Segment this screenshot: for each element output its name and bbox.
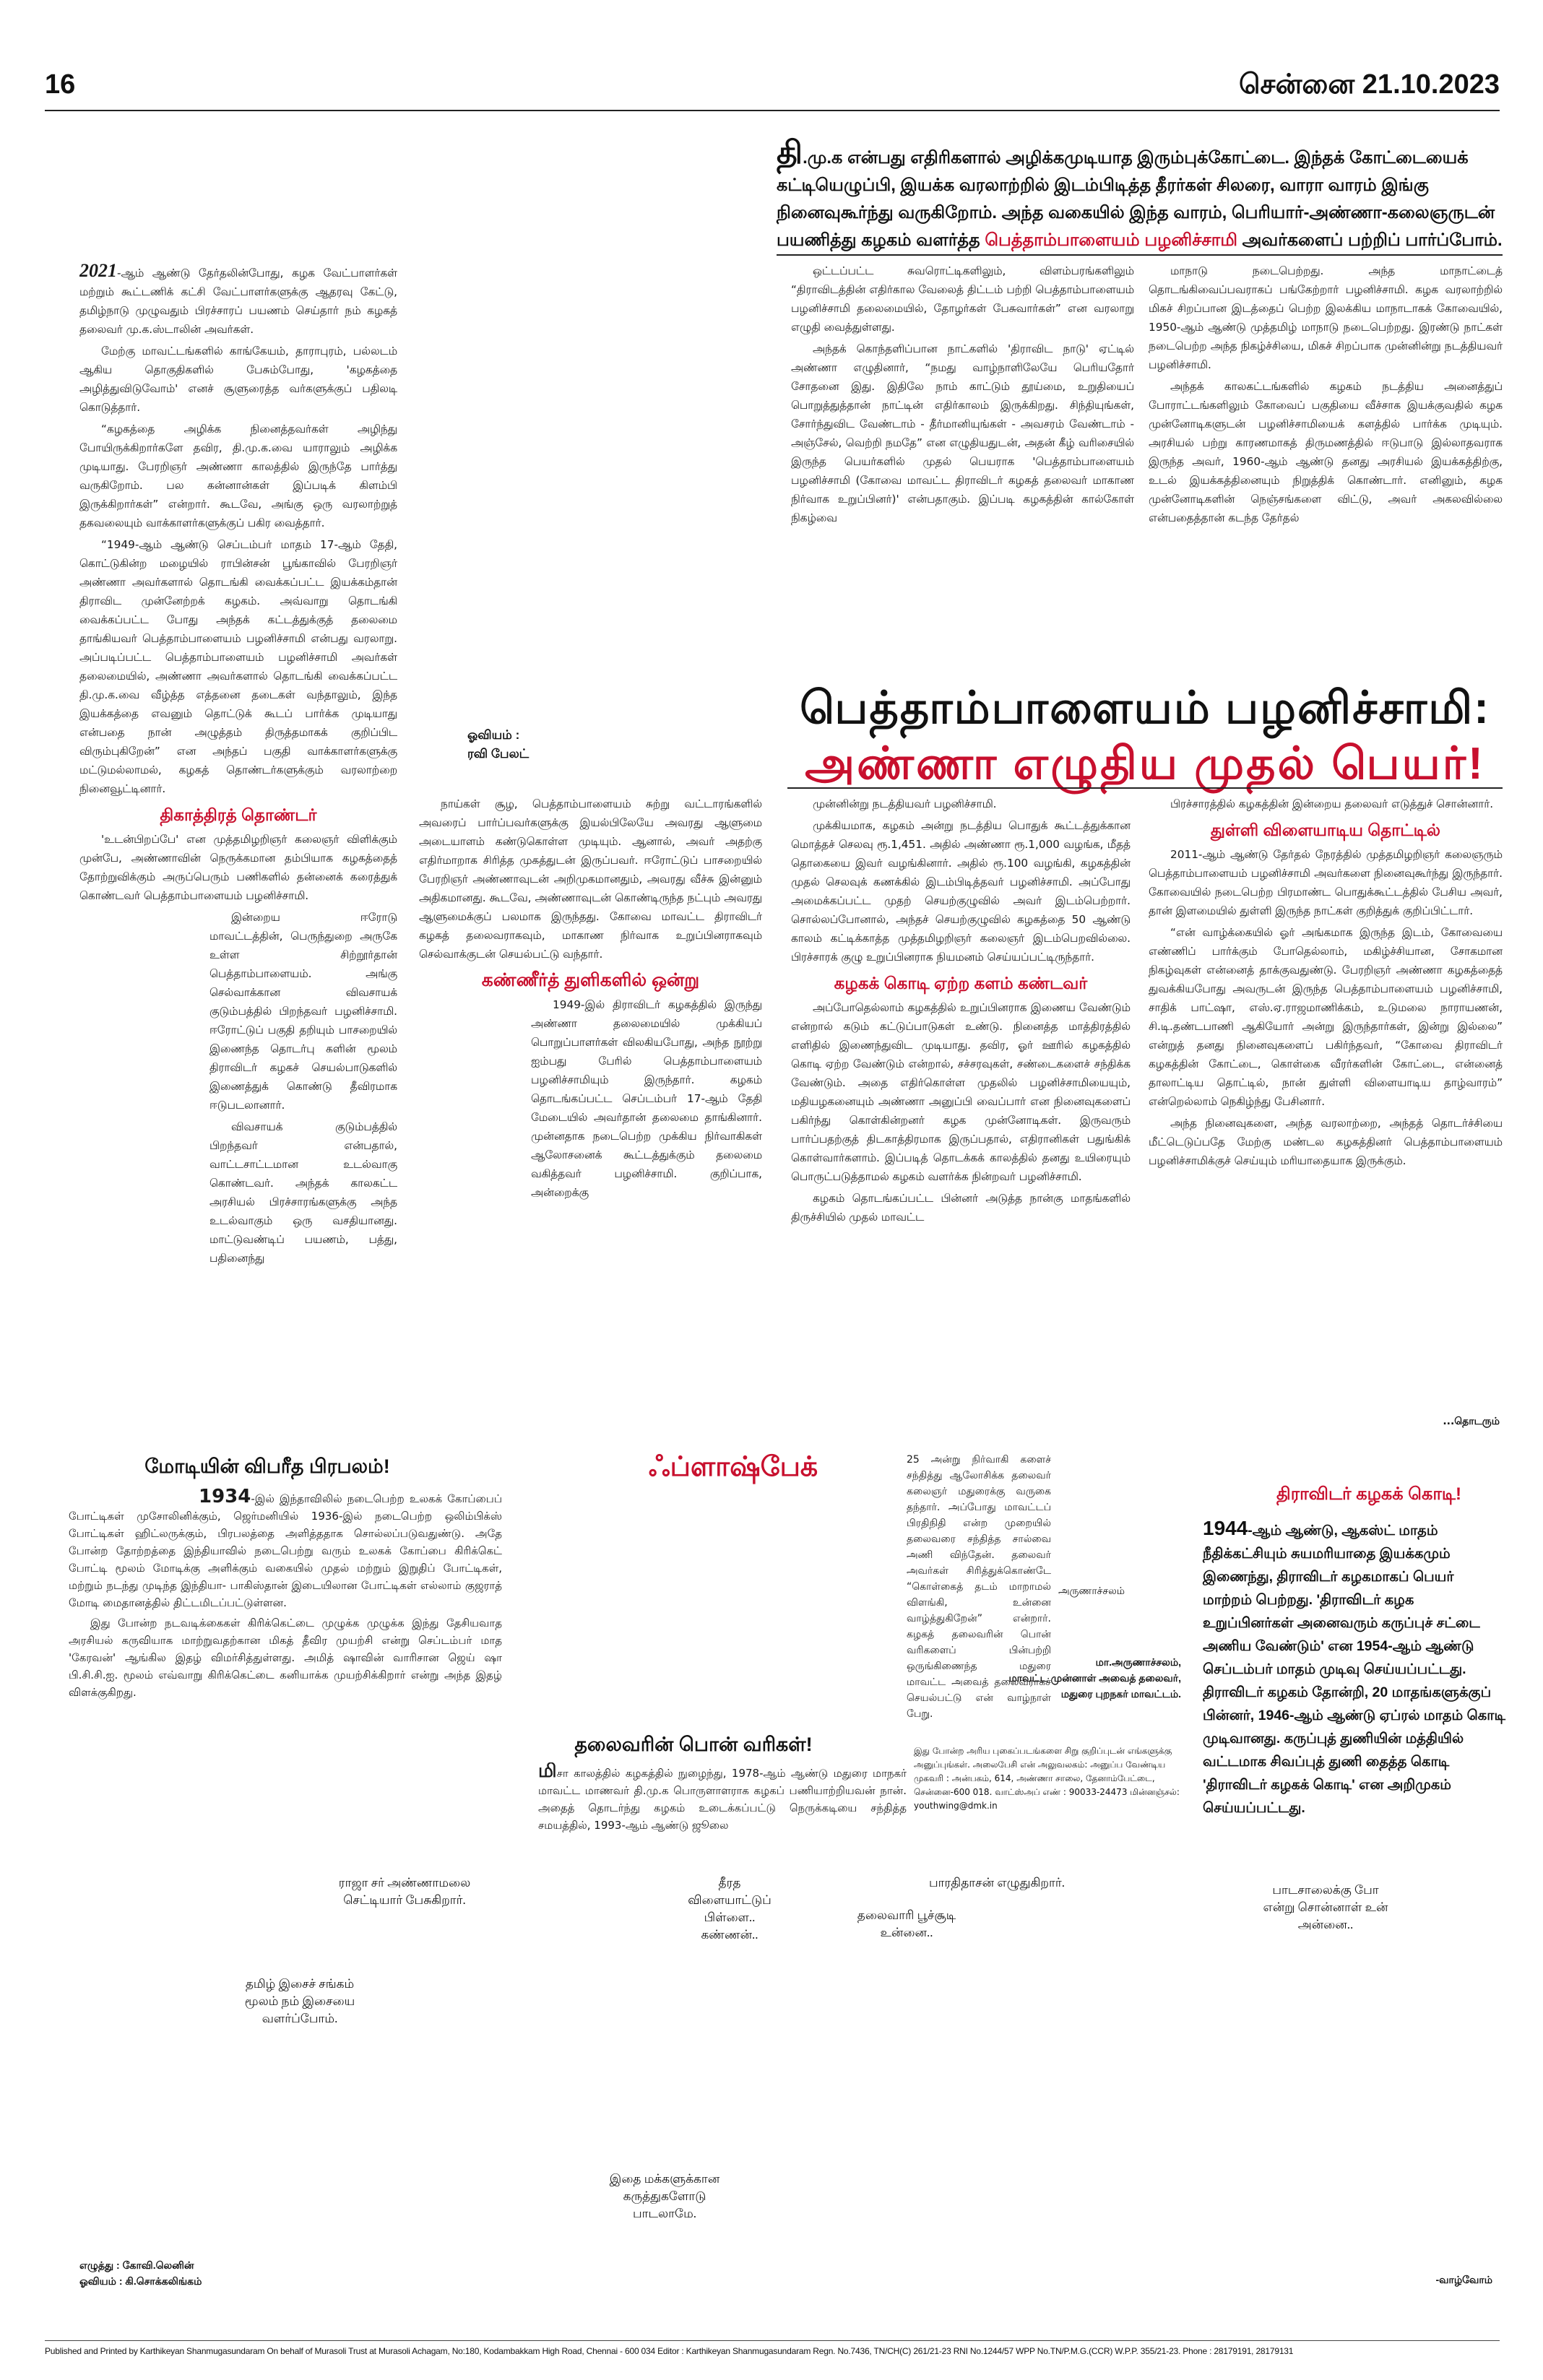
col1-p6: இன்றைய ஈரோடு மாவட்டத்தின், பெருந்துறை அருகே உள்ள சிற்றூர்தான் பெத்தாம்பாளையம். அங்கு செல்வாக்கான விவசாயக் குடும்பத்தில் பிறந்தவர் பழனிச்சாமி. ஈரோட்டுப் பகுதி தறியும் பாசறையில் இணைந்த தொடர்பு களின் மூலம் திராவிடர் கழகச் செயல்பாடுகளில் இணைத்துக் கொண்டு தீவிரமாக ஈடுபடலானார். bbox=[209, 911, 397, 1112]
panel-caption-4: பாரதிதாசன் எழுதுகிறார். bbox=[928, 1876, 1066, 1890]
col1-p5: 'உடன்பிறப்பே' என முத்தமிழறிஞர் கலைஞர் விளிக்கும் முன்பே, அண்ணாவின் நெருக்கமான தம்பியாக கழகத்தைத் தோற்றுவிக்கும் அருப்பெரும் பணிகளில் தன்னைக் கரைத்துக் கொண்டவர் பெத்தாம்பாளையம் பழனிச்சாமி. bbox=[79, 833, 397, 902]
col1-year: 2021 bbox=[79, 261, 117, 281]
panel-caption-5: தலைவாரி பூச்சூடி உன்னை.. bbox=[857, 1908, 956, 1939]
panel-caption-6: பாடசாலைக்கு போ என்று சொன்னாள் உன் அன்னை.. bbox=[1263, 1883, 1388, 1931]
panel-caption-1: ராஜா சர் அண்ணாமலை செட்டியார் பேசுகிறார். bbox=[338, 1876, 471, 1907]
col6-p2: 2011-ஆம் ஆண்டு தேர்தல் நேரத்தில் முத்தமிழறிஞர் கலைஞரும் பெத்தாம்பாளையம் பழனிச்சாமி அவர்களை நினைவுகூர்ந்து இருந்தார். கோவையில் நடைபெற்ற பிரமாண்ட பொதுக்கூட்டத்தில் பேசிய அவர், தான் இளமையில் துள்ளி இருந்த நாட்கள் குறித்துக் குறிப்பிட்டார். bbox=[1149, 848, 1503, 917]
col2-p2: 1949-இல் திராவிடர் கழகத்தில் இருந்து அண்ணா தலைமையில் முக்கியப் பொறுப்பாளர்கள் விலகியபோது, அந்த நூற்று ஐம்பது பேரில் பெத்தாம்பாளையம் பழனிச்சாமியும் இருந்தார். கழகம் தொடங்கப்பட்ட செப்டம்பர் 17-ஆம் தேதி மேடையில் அவர்தான் தலைமை தாங்கினார். முன்னதாக நடைபெற்ற முக்கிய நிர்வாகிகள் ஆலோசனைக் கூட்டத்துக்கும் தலைமை வகித்தவர் பழனிச்சாமி. குறிப்பாக, அன்றைக்கு bbox=[531, 998, 762, 1199]
col1-p7: விவசாயக் குடும்பத்தில் பிறந்தவர் என்பதால், வாட்டசாட்டமான உடல்வாகு கொண்டவர். அந்தக் காலகட்ட அரசியல் பிரச்சாரங்களுக்கு அந்த உடல்வாகும் ஒரு வசதியானது. மாட்டுவண்டிப் பயணம், பத்து, பதினைந்து bbox=[209, 1120, 397, 1265]
dk-title: திராவிடர் கழகக் கொடி! bbox=[1276, 1484, 1461, 1504]
intro-text-a: .மு.க என்பது எதிரிகளால் அழிக்கமுடியாத இரும்புக்கோட்டை. இந்தக் கோட்டையைக் கட்டியெழுப்பி, இயக்க வரலாற்றில் இடம்பிடித்த தீரர்கள் சிலரை, வாரா வாரம் இங்கு நினைவுகூர்ந்து வருகிறோம். அந்த வகையில் இந்த வாரம், பெரியார்-அண்ணா-கலைஞருடன் பயணித்து கழகம் வளர்த்த bbox=[777, 148, 1495, 250]
gold-p1: சா காலத்தில் கழகத்தில் நுழைந்து, 1978-ஆம் ஆண்டு மதுரை மாநகர் மாவட்ட மாணவர் தி.மு.க பொருளாளராக கழகப் பணியாற்றியவன் நான். அதைத் தொடர்ந்து கழகம் உடைக்கப்பட்டு நெருக்கடியை சந்தித்த சமயத்தில், 1993-ஆம் ஆண்டு ஜூலை bbox=[538, 1767, 907, 1832]
signature bbox=[932, 1654, 1181, 1702]
sign-line3: மதுரை புறநகர் மாவட்டம். bbox=[1060, 1688, 1181, 1700]
credit-artist: ஓவியம் : கி.சொக்கலிங்கம் bbox=[79, 2275, 202, 2287]
gold-dropcap: மி bbox=[538, 1762, 557, 1782]
flashback-title: ஃப்ளாஷ்பேக் bbox=[648, 1452, 818, 1482]
intro-paragraph bbox=[777, 135, 1503, 254]
column-2 bbox=[419, 795, 762, 1401]
col6-p1: பிரச்சாரத்தில் கழகத்தின் இன்றைய தலைவர் எடுத்துச் சொன்னார். bbox=[1170, 797, 1494, 810]
dk-body bbox=[1203, 1517, 1506, 1819]
side-p1: 25 அன்று நிர்வாகி களைச் சந்தித்து ஆலோசிக்க தலைவர் கலைஞர் மதுரைக்கு வருகை தந்தார். அப்போது மாவட்டப் பிரதிநிதி என்ற முறையில் தலைவரை சந்தித்த சால்வை அணி விந்தேன். தலைவர் அவர்கள் சிரித்துக்கொண்டே “கொள்கைத் தடம் மாறாமல் விளங்கி, உன்னை வாழ்த்துகிறேன்” என்றார். கழகத் தலைவரின் பொன் வரிகளைப் பின்பற்றி ஒருங்கிணைந்த மதுரை மாவட்ட அவைத் தலைவராகச் செயல்பட்டு என் வாழ்நாள் பேறு. bbox=[907, 1454, 1051, 1720]
headline-rule bbox=[787, 787, 1503, 789]
col5-p3: அப்போதெல்லாம் கழகத்தில் உறுப்பினராக இணைய வேண்டும் என்றால் கடும் கட்டுப்பாடுகள் உண்டு. நினைத்த மாத்திரத்தில் எளிதில் இணைந்துவிட முடியாது. தவிர, ஓர் ஊரில் கழகத்தில் கொடி ஏற்ற வேண்டும் என்றால், சச்சரவுகள், சண்டைகளைச் சந்திக்க வேண்டும். அதை எதிர்கொள்ள முதலில் பழனிச்சாமியையும், மதியழகனையும் அண்ணா அனுப்பி வைப்பார் என நினைவுகளைப் பகிர்ந்து கொள்கின்றனர் கழக முன்னோடிகள். இருவரும் பார்ப்பதற்குத் திடகாத்திரமாக இருப்பதால், எதிரானிகள் பதுங்கிக் கொள்வார்களாம். இப்படித் தொடக்கக் காலத்தில் தனது உயிரையும் பொருட்படுத்தாமல் கழகம் வளர்க்க நின்றவர் பழனிச்சாமி. bbox=[791, 1001, 1131, 1183]
submission-note: இது போன்ற அரிய புகைப்படங்களை சிறு குறிப்புடன் எங்களுக்கு அனுப்புங்கள். அலைபேசி என் அலுவலகம்: அனுப்ப வேண்டிய முகவரி : அன்பகம், 614, அண்ணா சாலை, தேனாம்பேட்டை, சென்னை-600 018. வாட்ஸ்அப் எண் : 90033-24473 மின்னஞ்சல்: youthwing@dmk.in bbox=[914, 1746, 1180, 1811]
column-4 bbox=[1149, 261, 1503, 675]
panel-caption-3: தீரத விளையாட்டுப் பிள்ளை.. கண்ணன்.. bbox=[688, 1876, 772, 1942]
column-5 bbox=[791, 795, 1131, 1394]
col2-subhead: கண்ணீர்த் துளிகளில் ஒன்று bbox=[481, 970, 700, 990]
panel-caption-7: இதை மக்களுக்கான கருத்துகளோடு பாடலாமே. bbox=[609, 2172, 720, 2220]
column-1 bbox=[79, 261, 397, 1435]
dateline: சென்னை 21.10.2023 bbox=[1238, 69, 1500, 100]
headline-line1: பெத்தாம்பாளையம் பழனிச்சாமி: bbox=[800, 683, 1490, 733]
gold-body bbox=[538, 1762, 907, 1842]
col6-subhead: துள்ளி விளையாடிய தொட்டில் bbox=[1211, 821, 1440, 839]
modi-year: 1934 bbox=[199, 1488, 251, 1507]
imprint-line: Published and Printed by Karthikeyan Shanmugasundaram On behalf of Murasoli Trust at Murasoli Achagam, No:180, Kodambakkam High Road, Chennai - 600 034 Editor : Karthikeyan Shanmugasundaram Regn. No.7436, TN/CH(C) 261/21-23 RNI No.1244/57 WPP No.TN/P.M.G.(CCR) W.P.P. 355/21-23. Phone : 28179191, 28179131 bbox=[45, 2346, 1294, 2356]
col4-p2: அந்தக் காலகட்டங்களில் கழகம் நடத்திய அனைத்துப் போராட்டங்களிலும் கோவைப் பகுதியை வீச்சாக இயக்குவதில் கழக முன்னோடிகளுடன் பழனிச்சாமியைக் களத்தில் பார்க்க முடியும். அரசியல் பற்று காரணமாகத் திருமணத்தில் ஈடுபாடு இல்லாதவராக இருந்த அவர், 1960-ஆம் ஆண்டு தனது அரசியல் இயக்கத்திற்கு, உடல் இயக்கத்தினையும் நிறுத்திக் கொண்டார். எனினும், கழக முன்னோடிகளின் நெஞ்சங்களை விட்டு, அவர் அகலவில்லை என்பதைத்தான் கடந்த தேர்தல் bbox=[1149, 380, 1503, 524]
comic-credits bbox=[79, 2257, 202, 2289]
intro-dropcap: தி bbox=[777, 135, 803, 170]
column-3 bbox=[791, 261, 1134, 675]
credit-writer: எழுத்து : கோவி.லெனின் bbox=[79, 2259, 194, 2271]
panel-caption-2: தமிழ் இசைச் சங்கம் மூலம் நம் இசையை வளர்ப்போம். bbox=[244, 1977, 355, 2025]
end-mark: -வாழ்வோம் bbox=[1435, 2274, 1492, 2285]
col3-p2: அந்தக் கொந்தளிப்பான நாட்களில் 'திராவிட நாடு' ஏட்டில் அண்ணா எழுதினார், “நமது வாழ்நாளிலேயே பெரியதோர் சோதனை இது. இதிலே நாம் காட்டும் தூய்மை, உறுதியைப் பொறுத்துத்தான் நாட்டின் எதிர்காலம் இருக்கிறது. சிந்தியுங்கள், சோர்ந்துவிட வேண்டாம் - தீர்மானியுங்கள் - அவசரம் வேண்டாம் - அஞ்சேல், வெற்றி நமதே” என எழுதியதுடன், அதன் கீழ் வரிசையில் இருந்த பெயர்களில் முதல் பெயராக 'பெத்தாம்பாளையம் பழனிச்சாமி (கோவை மாவட்ட திராவிடர் கழகத் தலைவர் மாகாண நிர்வாக உறுப்பினர்)' என்பதாகும். இப்படி கழகத்தின் கால்கோள் நிகழ்வை bbox=[791, 342, 1134, 524]
headline-line2: அண்ணா எழுதிய முதல் பெயர்! bbox=[805, 739, 1485, 789]
column-6 bbox=[1149, 795, 1503, 1394]
col4-p1: மாநாடு நடைபெற்றது. அந்த மாநாட்டைத் தொடங்கிவைப்பவராகப் பங்கேற்றார் பழனிச்சாமி. கழக வரலாற்றில் மிகச் சிறப்பான இடத்தைப் பெற்ற இலக்கிய மாநாடாகக் கோவையில், 1950-ஆம் ஆண்டு முத்தமிழ் மாநாடு நடைபெற்றது. இரண்டு நாட்கள் நடைபெற்ற அந்த நிகழ்ச்சியை, மிகச் சிறப்பாக முன்னின்று நடத்தியவர் பழனிச்சாமி. bbox=[1149, 264, 1503, 371]
col1-p3: “கழகத்தை அழிக்க நினைத்தவர்கள் அழிந்து போயிருக்கிறார்களே தவிர, தி.மு.க.வை யாராலும் அழிக்க முடியாது. பேரறிஞர் அண்ணா காலத்தில் இருந்தே பார்த்து வருகிறோம். பல கன்னான்கள் இப்படிக் கிளம்பி இருக்கிறார்கள்” என்றார். கூடவே, அங்கு ஒரு வரலாற்றுத் தகவலையும் வாக்காளர்களுக்குப் பகிர வைத்தார். bbox=[79, 423, 397, 529]
col6-p4: அந்த நினைவுகளை, அந்த வரலாற்றை, அந்தத் தொடர்ச்சியை மீட்டெடுப்பதே மேற்கு மண்டல கழகத்தினர் பெத்தாம்பாளையம் பழனிச்சாமிக்குச் செய்யும் மரியாதையாக இருக்கும். bbox=[1149, 1117, 1503, 1167]
intro-red-name: பெத்தாம்பாளையம் பழனிச்சாமி bbox=[985, 230, 1237, 250]
gold-title: தலைவரின் பொன் வரிகள்! bbox=[574, 1734, 813, 1755]
col2-p1: நாய்கள் சூழ, பெத்தாம்பாளையம் சுற்று வட்டாரங்களில் அவரைப் பார்ப்பவர்களுக்கு இயல்பிலேயே அவரது ஆளுமை அடையாளம் கண்டுகொள்ள முடியும். ஆனால், அவர் அதற்கு எதிர்மாறாக சிரித்த முகத்துடன் இருப்பவர். ஈரோட்டுப் பாசறையில் பேரறிஞர் அண்ணாவுடன் அறிமுகமானதும், அவரது வீச்சு இன்னும் அதிகமானது. கூடவே, அண்ணாவுடன் கொண்டிருந்த நட்பும் அவரது ஆளுமைக்குப் பலமாக இருந்தது. கோவை மாவட்ட திராவிடர் கழகத் தலைவராகவும், மாகாண நிர்வாக உறுப்பினராகவும் செல்வாக்குடன் செயல்பட்டு வந்தார். bbox=[419, 797, 762, 961]
photo-byline: அருணாச்சலம் bbox=[1058, 1585, 1125, 1597]
col6-p3: “என் வாழ்க்கையில் ஓர் அங்கமாக இருந்த இடம், கோவையை எண்ணிப் பார்க்கும் போதெல்லாம், மகிழ்ச்சியான, சோகமான நிகழ்வுகள் என்னைத் தாக்குவதுண்டு. பேரறிஞர் அண்ணா கழகத்தைத் துவக்கியபோது அவருடன் இருந்த பெத்தாம்பாளையம் பழனிச்சாமி, சாதிக் பாட்ஷா, எஸ்.ஏ.ராஜமாணிக்கம், உடுமலை நாராயணன், சி.டி.தண்டபாணி ஆகியோர் அன்று இருந்தார்கள், இன்று இல்லை” என்றுத் தனது நினைவுகளைப் பகிர்ந்தவர், “கோவை திராவிடர் கழகத்தின் கோட்டை, கொள்கை வீரர்களின் கோட்டை, என்னைத் தாலாட்டிய தொட்டில், நான் துள்ளி விளையாடிய தாழ்வாரம்” என்றெல்லாம் நெகிழ்ந்து பேசினார். bbox=[1149, 926, 1503, 1108]
sign-line2: மாவட்ட முன்னாள் அவைத் தலைவர், bbox=[1008, 1672, 1181, 1684]
artist-credit bbox=[467, 726, 529, 763]
dk-lead: 1944 bbox=[1203, 1517, 1248, 1539]
col5-subhead: கழகக் கொடி ஏற்ற களம் கண்டவர் bbox=[834, 974, 1088, 992]
artist-label: ஓவியம் : bbox=[467, 728, 520, 742]
footer-rule bbox=[45, 2340, 1500, 2341]
photo-placeholder bbox=[79, 908, 202, 1081]
artist-name: ரவி பேலட் bbox=[467, 747, 530, 761]
col1-p4: “1949-ஆம் ஆண்டு செப்டம்பர் மாதம் 17-ஆம் தேதி, கொட்டுகின்ற மழையில் ராபின்சன் பூங்காவில் பேரறிஞர் அண்ணா அவர்களால் தொடங்கி வைக்கப்பட்ட இயக்கம்தான் திராவிட முன்னேற்றக் கழகம். அவ்வாறு தொடங்கி வைக்கப்பட்ட போது அந்தக் கட்டத்துக்குத் தலைமை தாங்கியவர் பெத்தாம்பாளையம் பழனிச்சாமி என்பது வரலாறு. அப்படிப்பட்ட பெத்தாம்பாளையம் பழனிச்சாமி அவர்கள் தலைமையில், அண்ணா அவர்களால் தொடங்கி வைக்கப்பட்ட தி.மு.க.வை வீழ்த்த எத்தனை தடைகள் வந்தாலும், இந்த இயக்கத்தை எவனும் தொட்டுக் கூடப் பார்க்க முடியாது என்பதை நான் அழுத்தம் திருத்தமாகக் குறிப்பிட விரும்புகிறேன்” என அந்தப் பகுதி வாக்காளர்களுக்கு மட்டுமல்லாமல், கழகத் தொண்டர்களுக்கும் வரலாற்றை நினைவூட்டினார். bbox=[79, 538, 397, 795]
intro-rule bbox=[777, 254, 1503, 256]
col1-p1: -ஆம் ஆண்டு தேர்தலின்போது, கழக வேட்பாளர்கள் மற்றும் கூட்டணிக் கட்சி வேட்பாளர்களுக்கு ஆதரவு கேட்டு, தமிழ்நாடு முழுவதும் பிரச்சாரப் பயணம் செய்தார் நம் கழகத் தலைவர் மு.க.ஸ்டாலின் அவர்கள். bbox=[79, 267, 397, 336]
modi-p2: இது போன்ற நடவடிக்கைகள் கிரிக்கெட்டை முழுக்க முழுக்க இந்து தேசியவாத அரசியல் கருவியாக மாற்றுவதற்கான மிகத் தீவிர முயற்சி என்று செப்டம்பர் மாத 'கேரவன்' ஆங்கில இதழ் விமர்சித்துள்ளது. அமித் ஷாவின் வாரிசான ஜெய் ஷா பி.சி.சி.ஐ. மூலம் எவ்வாறு கிரிக்கெட்டை கனியாக்க முயற்சிக்கிறார் என்று அந்த இதழ் விளக்குகிறது. bbox=[69, 1617, 502, 1699]
col5-p1: முன்னின்று நடத்தியவர் பழனிச்சாமி. bbox=[813, 797, 997, 810]
col1-subhead: திகாத்திரத் தொண்டர் bbox=[160, 805, 317, 824]
continued-label: ...தொடரும் bbox=[1443, 1416, 1500, 1427]
col5-p2: முக்கியமாக, கழகம் அன்று நடத்திய பொதுக் கூட்டத்துக்கான மொத்தச் செலவு ரூ.1,451. அதில் அண்ணா ரூ.1,000 வழங்க, மீதத் தொகையை இவர் வழங்கினார். அதில் ரூ.100 வழங்கி, கழகத்தின் முதல் செலவுக் கணக்கில் இடம்பிடித்தவர் பழனிச்சாமி. அப்போது அமைக்கப்பட்ட முதற் செயற்குழுவில் அவர் இடம்பெற்றார். சொல்லப்போனால், அந்தச் செயற்குழுவில் கழகத்தை 50 ஆண்டு காலம் கட்டிக்காத்த முத்தமிழறிஞர் கலைஞர் இடம்பெறவில்லை. பிரச்சாரக் குழு உறுப்பினராக நியமனம் செய்யப்பட்டிருந்தார். bbox=[791, 819, 1131, 964]
sign-line1: மா.அருணாச்சலம், bbox=[1095, 1656, 1181, 1668]
modi-box-title: மோடியின் விபரீத பிரபலம்! bbox=[144, 1455, 390, 1477]
intro-text-b: அவர்களைப் பற்றிப் பார்ப்போம். bbox=[1237, 230, 1503, 250]
modi-p1: -இல் இந்தாவிலில் நடைபெற்ற உலகக் கோப்பைப் போட்டிகள் முசோலினிக்கும், ஜெர்மனியில் 1936-இல் நடைபெற்ற ஒலிம்பிக்ஸ் போட்டிகள் ஹிட்லருக்கும், பிரபலத்தை அளித்ததாக சொல்லப்படுவதுண்டு. அதே போன்ற தோற்றத்தை இந்தியாவில் நடைபெற்று வரும் உலகக் கோப்பை கிரிக்கெட் போட்டி மூலம் மோடிக்கு அளிக்கும் வகையில் முதல் மற்றும் இறுதிப் போட்டிகள், மற்றும் நடந்து முடிந்த இந்தியா- பாகிஸ்தான் இடையிலான போட்டிகள் எல்லாம் குஜராத் மோடி மைதானத்தில் திட்டமிடப்பட்டுள்ளன. bbox=[69, 1492, 502, 1609]
page-number: 16 bbox=[45, 69, 76, 100]
header-rule bbox=[45, 110, 1500, 111]
modi-box-body bbox=[69, 1488, 502, 1726]
dk-text: -ஆம் ஆண்டு, ஆகஸ்ட் மாதம் நீதிக்கட்சியும் சுயமரியாதை இயக்கமும் இணைந்து, திராவிடர் கழகமாகப் பெயர் மாற்றம் பெற்றது. 'திராவிடர் கழக உறுப்பினர்கள் அனைவரும் கருப்புச் சட்டை அணிய வேண்டும்' என 1954-ஆம் ஆண்டு செப்டம்பர் மாதம் முடிவு செய்யப்பட்டது. திராவிடர் கழகம் தோன்றி, 20 மாதங்களுக்குப் பின்னர், 1946-ஆம் ஆண்டு ஏப்ரல் மாதம் கொடி முடிவானது. கருப்புத் துணியின் மத்தியில் வட்டமாக சிவப்புத் துணி தைத்த கொடி 'திராவிடர் கழகக் கொடி' என அறிமுகம் செய்யப்பட்டது. bbox=[1203, 1523, 1505, 1816]
col1-p2: மேற்கு மாவட்டங்களில் காங்கேயம், தாராபுரம், பல்லடம் ஆகிய தொகுதிகளில் பேசும்போது, 'கழகத்தை அழித்துவிடுவோம்' எனச் சூளுரைத்த வர்களுக்குப் பதிலடி கொடுத்தார். bbox=[79, 345, 397, 414]
col3-p1: ஒட்டப்பட்ட சுவரொட்டிகளிலும், விளம்பரங்களிலும் “திராவிடத்தின் எதிர்கால வேலைத் திட்டம் பற்றி பெத்தாம்பாளையம் பழனிச்சாமி தலைமையில், தோழர்கள் பேசுவார்கள்” என வரலாறு எழுதி வைத்துள்ளது. bbox=[791, 264, 1134, 334]
col5-p4: கழகம் தொடங்கப்பட்ட பின்னர் அடுத்த நான்கு மாதங்களில் திருச்சியில் முதல் மாவட்ட bbox=[791, 1192, 1131, 1224]
